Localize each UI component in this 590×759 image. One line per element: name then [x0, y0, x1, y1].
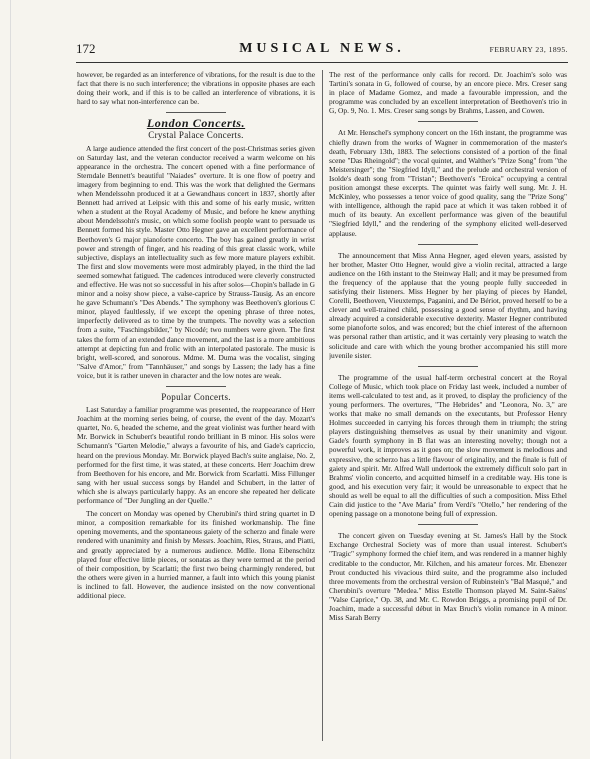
left-column: [77, 70, 315, 745]
stock-exchange-paragraph: The concert given on Tuesday evening at St. James's Hall by the Stock Exchange Orchestral Society was of more than usual interest. Schubert's "Tragic" symphony formed the chief item, and was rendered in a manner highly creditable to the conductor, Mr. Kilchen, and his amateur forces. Mr. Ebenezer Prout conducted his vivacious third suite, and the programme also included three movements from the orchestral version of Rubinstein's "Bal Masqué," and Cherubini's overture "Medea." Miss Estelle Thomson played M. Saint-Saëns' "Valse Caprice," Op. 38, and Mr. C. Rowdon Briggs, a promising pupil of Dr. Joachim, made a successful début in Max Bruch's violin romance in A minor. Miss Sarah Berry: [329, 531, 567, 623]
popular-concerts-heading: Popular Concerts.: [161, 392, 231, 402]
separator-2: [418, 244, 478, 245]
intro-paragraph: however, be regarded as an interference of vibrations, for the result is due to the fact that there is no such interference; the vibrations in opposite phases are each doing their work, and if this is to be called an interference of vibrations, it is hard to say what non-interference can be.: [77, 70, 315, 107]
subsection-separator: [166, 386, 226, 387]
header-rule: [76, 62, 568, 63]
issue-date: FEBRUARY 23, 1895.: [489, 45, 568, 54]
crystal-palace-paragraph: A large audience attended the first concert of the post-Christmas series given on Saturday last, and the veteran conductor received a warm welcome on his appearance in the orchestra. The concert opened with a fine performance of Sterndale Bennett's beautiful "Naiades" overture. It is one flow of poetry and imagery from beginning to end. This was the work that delighted the Germans when Mendelssohn produced it at a Gewandhaus concert in 1837, shortly after Bennett had arrived at Leipsic with this and some of his early music, written when a student at the Royal Academy of Music, and before he knew anything about Mendelssohn's music, on which some foolish people want to persuade us Bennett formed his style. Master Otto Hegner gave an excellent performance of Beethoven's G major pianoforte concerto. The boy has gained greatly in wrist power and strength of finger, and his reading of this great classic work, while subjective, displays an intellectuality such as few more mature players exhibit. The first and slow movements were most admirably played, in the third the lad seemed somewhat fatigued. The cadences introduced were cleverly constructed and effective. He was not so successful in his after solos—Chopin's ballade in G minor and a noisy show piece, a valse-caprice by Strauss-Tausig. As an encore he gave Schumann's "Des Abends." The symphony was Beethoven's glorious C minor, played faultlessly, if we except the opening phrase of three notes, imperfectly delivered as to time by the trumpets. The novelty was a selection from a suite, "Faschingsbilder," by Nicodé; two numbers were given. The first takes the form of an extended dance movement, and the last is a more ambitious attempt at depicting fun and frolic with an interpolated pastorale. The music is bright, well-scored, and sonorous. Mdme. M. Duma was the vocalist, singing "Salve d'Amor," from "Tannhäuser," and songs by Lassen; the lady has a fine voice, but it is rather uneven in character and the low notes are weak.: [77, 143, 315, 380]
hegner-paragraph: The announcement that Miss Anna Hegner, aged eleven years, assisted by her brother, Master Otto Hegner, would give a violin recital, attracted a large audience on the 16th instant to the Steinway Hall; and it may be presumed from the frequency of the applause that the young people fully succeeded in satisfying their listeners. Miss Hegner by her playing of pieces by Handel, Corelli, Beethoven, Vieuxtemps, Paganini, and De Bériot, proved herself to be a clever and well-trained child, possessing a good sense of rhythm, and having already acquired a considerable executive dexterity. Master Hegner contributed some pianoforte solos, and was encored; but the chief interest of the afternoon was personal rather than artistic, and it was certainly very pleasing to watch the solicitude and care with which the young brother accompanied his still more juvenile sister.: [329, 250, 567, 360]
publication-title: MUSICAL NEWS.: [239, 41, 405, 56]
section-heading: London Concerts.: [146, 116, 246, 131]
popular-paragraph-2: The concert on Monday was opened by Cherubini's third string quartet in D minor, a composition remarkable for its finished workmanship. The fine opening movements, and the spontaneous gaiety of the scherzo and finale were rendered with unanimity and finish by Messrs. Joachim, Ries, Straus, and Piatti, and greatly appreciated by a numerous audience. Mdlle. Ilona Eibenschütz played four effective little pieces, or sonatas as they were termed at the period of their composition, by Scarlatti; the first two being charmingly rendered, but the others were given in a hurried manner, a fault into which this young pianist is inclined to fall. However, the audience insisted on the now conventional additional piece.: [77, 509, 315, 600]
crystal-palace-heading: Crystal Palace Concerts.: [148, 130, 244, 141]
right-column: [329, 70, 567, 745]
separator-3: [418, 366, 478, 367]
separator-4: [418, 524, 478, 525]
section-separator: [166, 112, 226, 113]
column-divider: [322, 70, 323, 741]
royal-college-paragraph: The programme of the usual half-term orchestral concert at the Royal College of Music, which took place on Friday last week, included a number of items well-calculated to test and, as it proved, to display the proficiency of the young performers. The overtures, "The Hebrides" and "Leonora, No. 3," are works that make no small demands on the executants, but Professor Henry Holmes succeeded in carrying his forces through them in triumph; the string players distinguishing themselves as usual by their unanimity and vigour. Gade's fourth symphony in B flat was an interesting novelty; though not a powerful work, it improves as it goes on; the slow movement is melodious and expressive, the scherzo has a little flavour of originality, and the finale is full of gaiety and spirit. Mr. Alfred Wall undertook the extremely difficult solo part in Brahms' violin concerto, and acquitted himself in a creditable way. His tone is good, and his execution very fair; it would be unreasonable to expect that he should as well be equal to all the difficulties of such a composition. Miss Ethel Cain did justice to the "Ave Maria" from Verdi's "Otello," her rendering of the opening passage on a monotone being full of expression.: [329, 372, 567, 519]
right-paragraph-1: The rest of the performance only calls for record. Dr. Joachim's solo was Tartini's sonata in G, followed of course, by an encore piece. Mrs. Creser sang in place of Madame Gomez, and made a favourable impression, and the programme was concluded by an excellent interpretation of Beethoven's trio in G, Op. 9, No. 1. Mrs. Creser sang songs by Brahms, Lassen, and Cowen.: [329, 70, 567, 116]
henschel-paragraph: At Mr. Henschel's symphony concert on the 16th instant, the programme was chiefly drawn from the works of Wagner in commemoration of the master's death, February 13th, 1883. The selections consisted of a portion of the final scene "Das Rheingold"; the vocal quintet, and Walther's "Prize Song" from "the Meistersinger"; the "Siegfried Idyll," and the prelude and orchestral version of Isolde's death song from "Tristan"; Beethoven's "Eroica" occupying a central position amongst these excerpts. The quintet was fairly well sung. Mr. J. H. McKinley, who possesses a tenor voice of good quality, sang the "Prize Song" with intelligence, although the rapid pace at which it was taken robbed it of much of its beauty. An excellent performance was given of the beautiful "Siegfried Idyll," and the rendering of the symphony elicited well-deserved applause.: [329, 128, 567, 238]
page-fold-shadow: [10, 0, 11, 759]
separator-1: [418, 121, 478, 122]
page-number: 172: [76, 41, 96, 56]
page-header: [76, 41, 568, 61]
popular-paragraph-1: Last Saturday a familiar programme was presented, the reappearance of Herr Joachim at the morning series being, of course, the event of the day. Mozart's quartet, No. 6, headed the scheme, and the great violinist was further heard with Mr. Borwick in Schubert's beautiful rondo brilliant in B minor. His solos were Schumann's "Garten Melodie," always a favourite of his, and Gade's capriccio, heard on the previous Monday. Mr. Borwick played Bach's suite anglaise, No. 2, performed for the first time, it was stated, at these concerts. Herr Joachim drew from Beethoven for his encore, and Mr. Borwick from Scarlatti. Miss Fillunger sang with her usual success songs by Handel and Schubert, in the latter of which she is always particularly happy. As an encore she repeated her delicate performance of "Der Jungling an der Quelle.": [77, 405, 315, 506]
